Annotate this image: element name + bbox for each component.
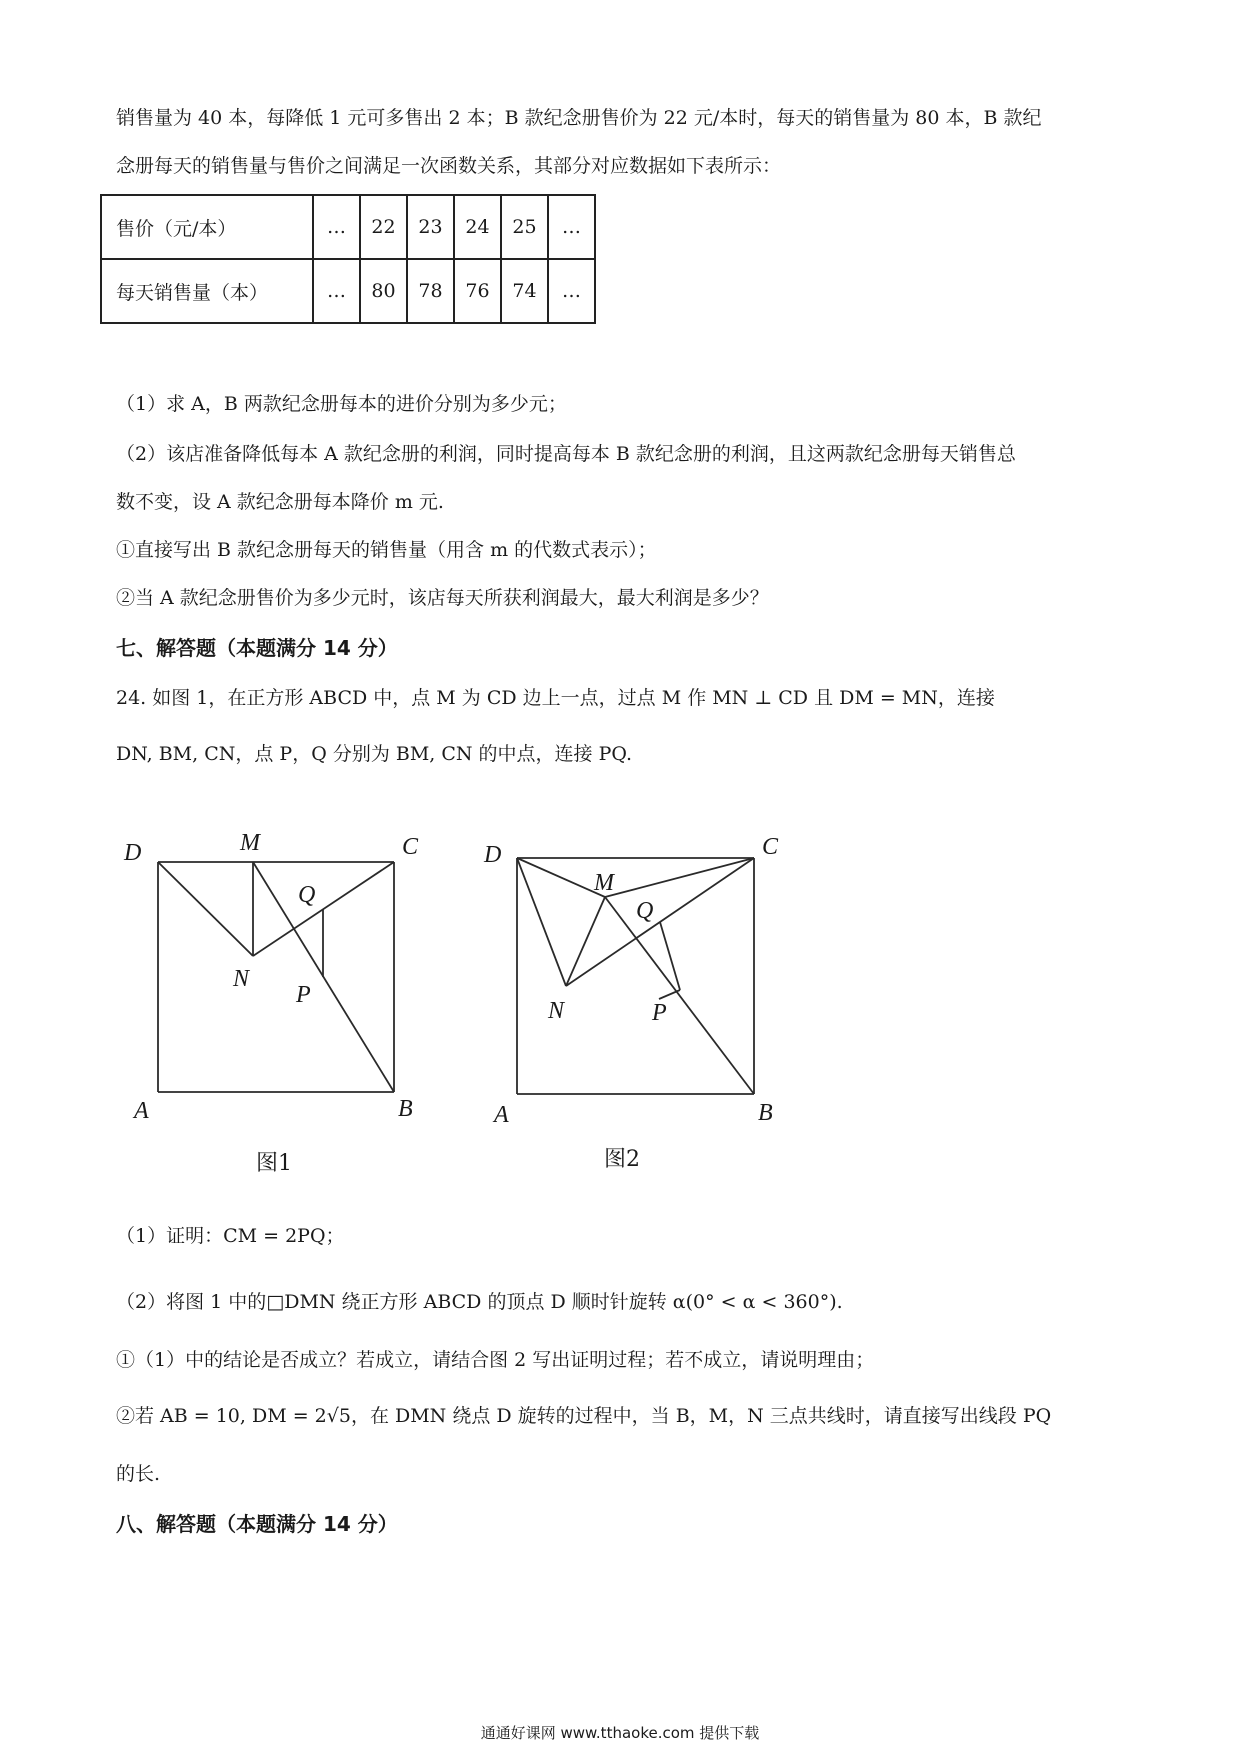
table-cell: 23 xyxy=(407,195,454,259)
point-label-m: M xyxy=(240,830,260,856)
point-label-a: A xyxy=(494,1102,509,1128)
figure-2-caption: 图2 xyxy=(604,1147,640,1172)
q24-statement-line-1: 24. 如图 1，在正方形 ABCD 中，点 M 为 CD 边上一点，过点 M 作 MN ⊥ CD 且 DM = MN，连接 xyxy=(116,687,995,709)
table-row-label: 每天销售量（本） xyxy=(101,259,313,323)
q23-sub-1: ①直接写出 B 款纪念册每天的销售量（用含 m 的代数式表示）； xyxy=(116,539,657,561)
q24-sub-1: ①（1）中的结论是否成立？若成立，请结合图 2 写出证明过程；若不成立，请说明理由； xyxy=(116,1349,875,1371)
point-label-p: P xyxy=(652,1000,667,1026)
table-cell: … xyxy=(548,195,595,259)
point-label-q: Q xyxy=(636,898,654,924)
point-label-m: M xyxy=(594,870,614,896)
point-label-d: D xyxy=(484,842,502,868)
point-label-a: A xyxy=(134,1098,149,1124)
figure-1-caption: 图1 xyxy=(256,1151,292,1176)
q23-part-2-line-2: 数不变，设 A 款纪念册每本降价 m 元. xyxy=(116,491,444,513)
point-label-c: C xyxy=(402,834,419,860)
point-label-d: D xyxy=(124,840,142,866)
section-8-heading: 八、解答题（本题满分 14 分） xyxy=(116,1512,398,1536)
point-label-n: N xyxy=(233,966,250,992)
q24-statement-line-2: DN, BM, CN，点 P，Q 分别为 BM, CN 的中点，连接 PQ. xyxy=(116,743,633,765)
q23-sub-2: ②当 A 款纪念册售价为多少元时，该店每天所获利润最大，最大利润是多少？ xyxy=(116,587,769,609)
point-label-b: B xyxy=(398,1096,413,1122)
point-label-c: C xyxy=(762,834,779,860)
intro-line-1: 销售量为 40 本，每降低 1 元可多售出 2 本；B 款纪念册售价为 22 元/本时，每天的销售量为 80 本，B 款纪 xyxy=(116,107,1042,129)
point-label-b: B xyxy=(758,1100,773,1126)
intro-line-2: 念册每天的销售量与售价之间满足一次函数关系，其部分对应数据如下表所示： xyxy=(116,155,782,177)
table-cell: 74 xyxy=(501,259,548,323)
table-cell: 76 xyxy=(454,259,501,323)
table-cell: 80 xyxy=(360,259,407,323)
table-row-label: 售价（元/本） xyxy=(101,195,313,259)
segment-mc xyxy=(605,858,754,897)
table-cell: … xyxy=(313,259,360,323)
point-label-p: P xyxy=(296,982,311,1008)
segment-bm xyxy=(605,897,754,1094)
segment-pq-part-1 xyxy=(660,922,680,990)
section-7-heading: 七、解答题（本题满分 14 分） xyxy=(116,636,398,660)
table-cell: … xyxy=(313,195,360,259)
q23-part-1: （1）求 A，B 两款纪念册每本的进价分别为多少元； xyxy=(116,393,567,415)
q24-sub-2-line-2: 的长. xyxy=(116,1463,161,1485)
point-label-n: N xyxy=(548,998,565,1024)
table-cell: 22 xyxy=(360,195,407,259)
segment-pq-part-2 xyxy=(659,990,680,999)
q23-part-2-line-1: （2）该店准备降低每本 A 款纪念册的利润，同时提高每本 B 款纪念册的利润，且这两款纪念册每天销售总 xyxy=(116,443,1016,465)
footer-source: 通通好课网 www.tthaoke.com 提供下载 xyxy=(480,1724,760,1742)
table-cell: 24 xyxy=(454,195,501,259)
table-cell: 78 xyxy=(407,259,454,323)
table-cell: … xyxy=(548,259,595,323)
table-cell: 25 xyxy=(501,195,548,259)
q24-part-1: （1）证明：CM = 2PQ； xyxy=(116,1225,345,1247)
q24-sub-2-line-1: ②若 AB = 10, DM = 2√5，在 DMN 绕点 D 旋转的过程中，当 B，M，N 三点共线时，请直接写出线段 PQ xyxy=(116,1405,1052,1427)
q24-part-2: （2）将图 1 中的□DMN 绕正方形 ABCD 的顶点 D 顺时针旋转 α(0° < α < 360°). xyxy=(116,1291,843,1313)
point-label-q: Q xyxy=(298,882,316,908)
